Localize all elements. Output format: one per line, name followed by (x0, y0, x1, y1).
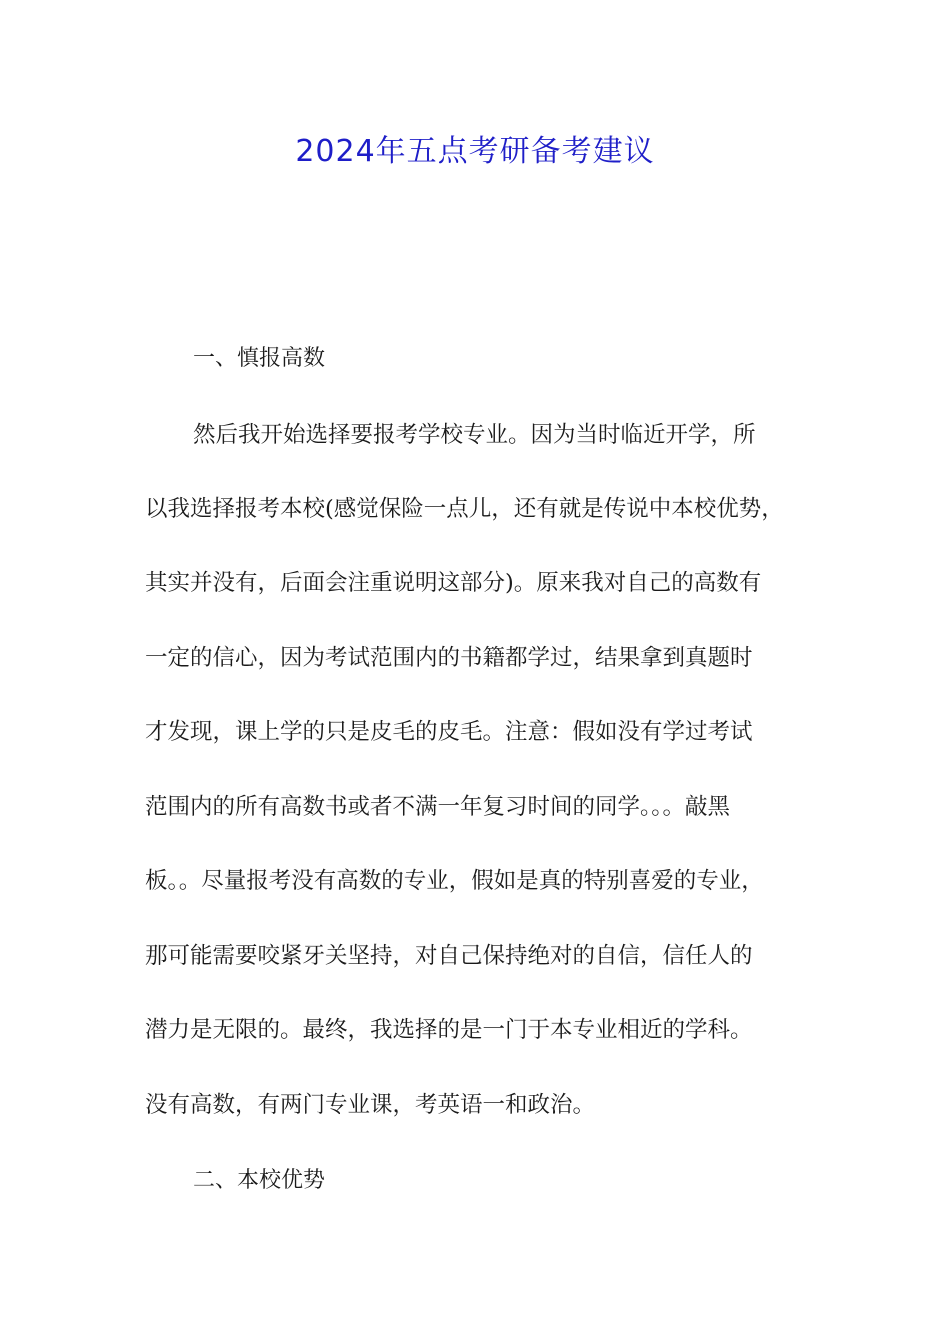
paragraph-line: 其实并没有，后面会注重说明这部分)。原来我对自己的高数有 (145, 570, 762, 596)
paragraph-line: 潜力是无限的。最终，我选择的是一门于本专业相近的学科。 (145, 1017, 753, 1043)
section-heading-2: 二、本校优势 (193, 1168, 326, 1193)
paragraph-line: 以我选择报考本校(感觉保险一点儿，还有就是传说中本校优势， (145, 496, 784, 522)
paragraph-line: 一定的信心，因为考试范围内的书籍都学过，结果拿到真题时 (145, 645, 753, 671)
paragraph-line: 然后我开始选择要报考学校专业。因为当时临近开学，所 (193, 422, 756, 448)
paragraph-line: 那可能需要咬紧牙关坚持，对自己保持绝对的自信，信任人的 (145, 943, 753, 969)
paragraph-line: 板。。尽量报考没有高数的专业，假如是真的特别喜爱的专业， (145, 868, 764, 894)
document-title: 2024年五点考研备考建议 (295, 134, 655, 169)
paragraph-line: 没有高数，有两门专业课，考英语一和政治。 (145, 1092, 596, 1118)
paragraph-line: 才发现，课上学的只是皮毛的皮毛。注意：假如没有学过考试 (145, 719, 753, 745)
paragraph-line: 范围内的所有高数书或者不满一年复习时间的同学。。。敲黑 (145, 794, 731, 820)
section-heading-1: 一、慎报高数 (193, 346, 326, 371)
